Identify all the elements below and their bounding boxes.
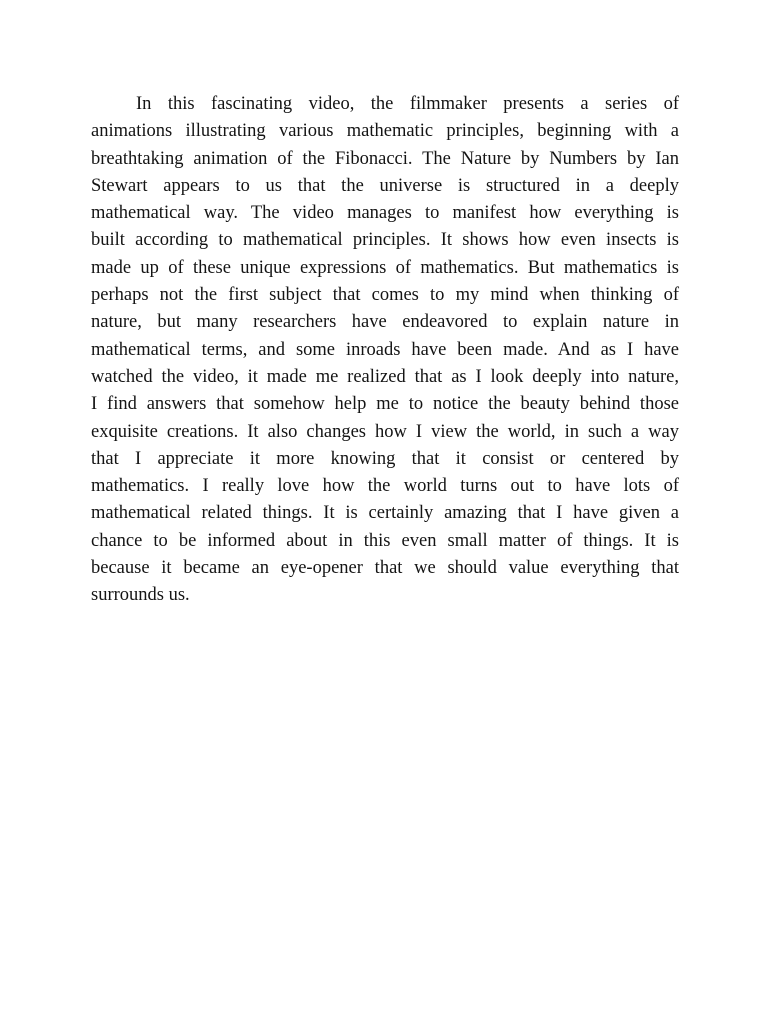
paragraph-line: made up of these unique expressions of mathematics. But mathematics is	[91, 257, 679, 278]
paragraph-line: mathematics. I really love how the world turns out to have lots of	[91, 476, 679, 497]
paragraph-line: mathematical terms, and some inroads have been made. And as I have	[91, 339, 679, 360]
paragraph-line: chance to be informed about in this even small matter of things. It is	[91, 530, 679, 551]
paragraph-line: watched the video, it made me realized that as I look deeply into nature,	[91, 366, 679, 387]
paragraph-line: mathematical way. The video manages to manifest how everything is	[91, 203, 679, 224]
paragraph-line: because it became an eye-opener that we should value everything that	[91, 558, 679, 579]
paragraph-line: that I appreciate it more knowing that it consist or centered by	[91, 448, 679, 469]
paragraph-line: perhaps not the first subject that comes to my mind when thinking of	[91, 285, 679, 306]
body-paragraph	[91, 91, 679, 610]
paragraph-line: breathtaking animation of the Fibonacci. The Nature by Numbers by Ian	[91, 148, 679, 169]
paragraph-line: I find answers that somehow help me to notice the beauty behind those	[91, 394, 679, 415]
paragraph-line: Stewart appears to us that the universe is structured in a deeply	[91, 175, 679, 196]
paragraph-line: surrounds us.	[91, 585, 190, 606]
paragraph-line: animations illustrating various mathematic principles, beginning with a	[91, 121, 679, 142]
paragraph-line: mathematical related things. It is certainly amazing that I have given a	[91, 503, 679, 524]
paragraph-line: exquisite creations. It also changes how I view the world, in such a way	[91, 421, 679, 442]
paragraph-line: In this fascinating video, the filmmaker presents a series of	[136, 94, 679, 114]
paragraph-line: built according to mathematical principles. It shows how even insects is	[91, 230, 679, 251]
paragraph-line: nature, but many researchers have endeavored to explain nature in	[91, 312, 679, 333]
